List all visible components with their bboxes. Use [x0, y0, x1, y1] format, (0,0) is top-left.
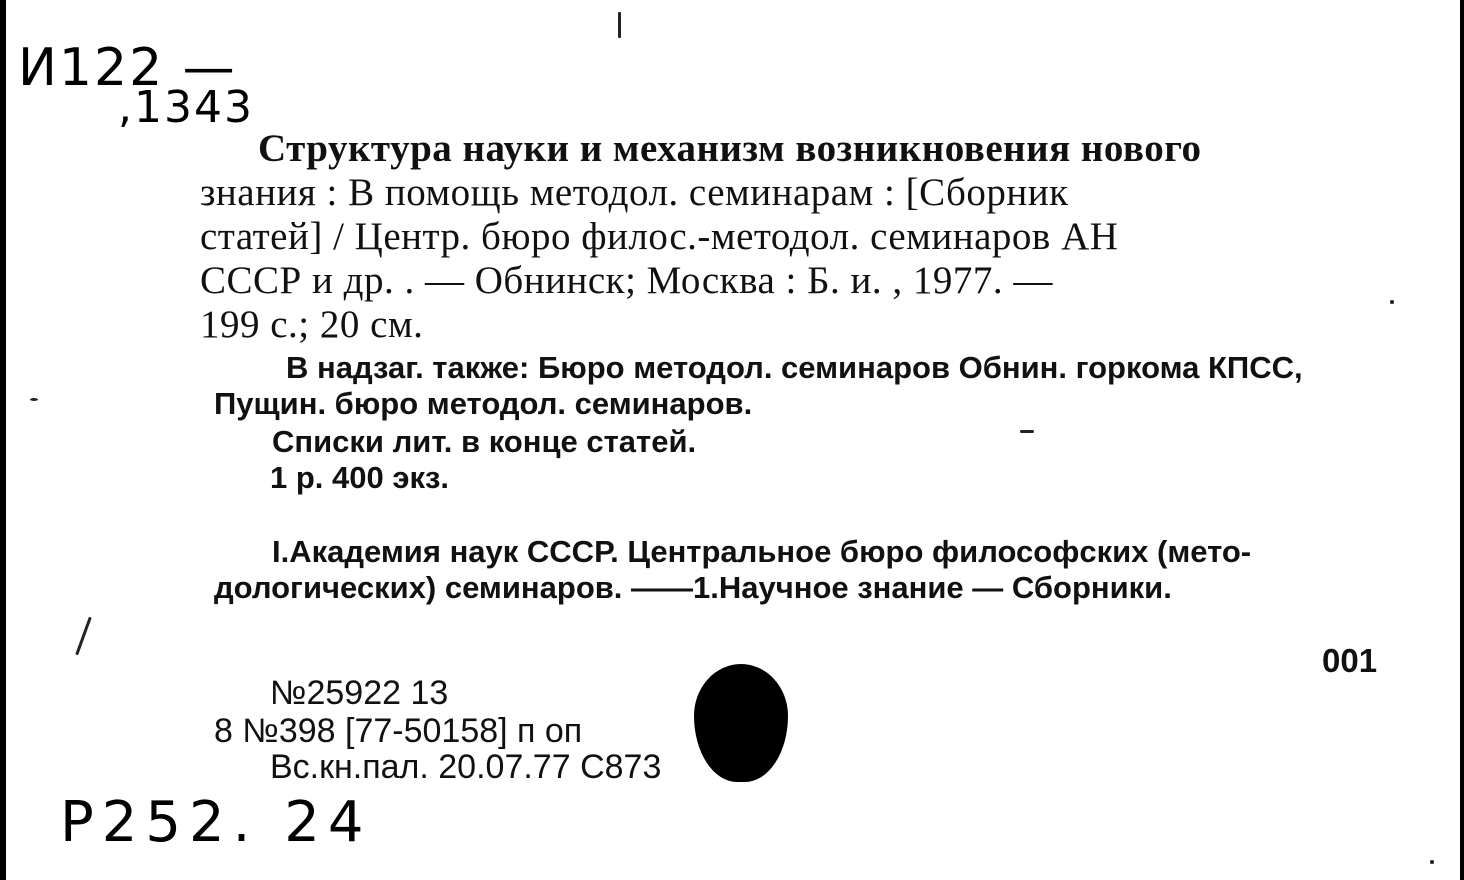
subject-line-1: I.Академия наук СССР. Центральное бюро философских (мето- [272, 534, 1252, 569]
code-line-1: №25922 13 [270, 674, 449, 712]
handwritten-call-number: И122 — [18, 38, 237, 98]
pen-mark [75, 617, 91, 656]
title-line-1: Структура науки и механизм возникновения нового [258, 127, 1202, 170]
dust-speck [1390, 300, 1394, 304]
title-line-3: статей] / Центр. бюро филос.-методол. семинаров АН [200, 215, 1119, 258]
dust-speck [1430, 860, 1434, 864]
right-code: 001 [1322, 642, 1378, 679]
note-line-1: В надзаг. также: Бюро методол. семинаров Обнин. горкома КПСС, [286, 350, 1303, 385]
title-line-4: СССР и др. . — Обнинск; Москва : Б. и. , 1977. — [200, 259, 1053, 302]
ink-stamp-blot [694, 664, 788, 782]
handwritten-call-number-sub: ,1343 [118, 82, 254, 133]
note-line-3: Списки лит. в конце статей. [272, 424, 697, 459]
title-line-2: знания : В помощь методол. семинарам : [Сборник [200, 171, 1069, 214]
handwritten-bottom-code: P252. 24 [60, 790, 372, 855]
title-line-5: 199 с.; 20 см. [200, 303, 424, 346]
code-line-3: Вс.кн.пал. 20.07.77 С873 [270, 748, 662, 786]
card-left-edge [0, 0, 6, 880]
note-line-4: 1 р. 400 экз. [270, 460, 450, 495]
code-line-2: 8 №398 [77-50158] п оп [214, 712, 583, 750]
dust-speck [30, 398, 38, 401]
card-right-edge [1460, 0, 1464, 880]
subject-line-2: дологических) семинаров. ——1.Научное знание — Сборники. [214, 570, 1172, 605]
pen-mark [618, 12, 621, 38]
dust-speck [1020, 430, 1034, 433]
note-line-2: Пущин. бюро методол. семинаров. [214, 386, 753, 421]
